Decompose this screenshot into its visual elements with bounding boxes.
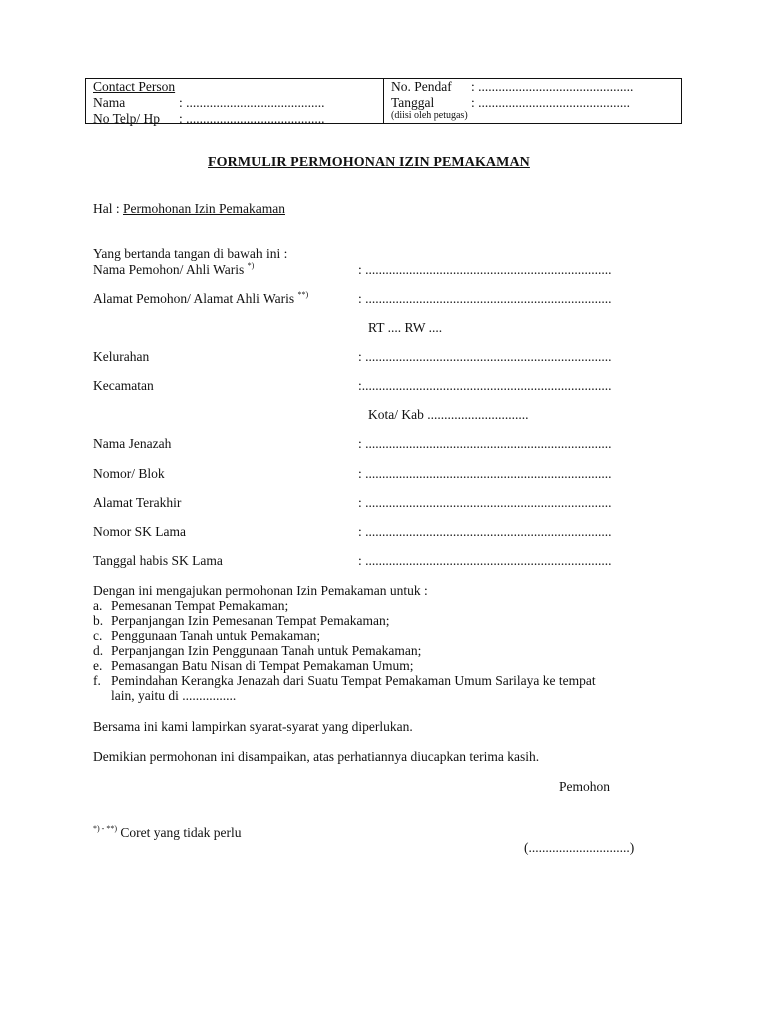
- nama-jenazah-field[interactable]: : .........................................................................: [358, 436, 612, 451]
- closing-text: Demikian permohonan ini disampaikan, atas perhatiannya diucapkan terima kasih.: [93, 749, 540, 764]
- option-text-f-cont: lain, yaitu di ................: [111, 688, 237, 703]
- kecamatan-label: Kecamatan: [93, 378, 154, 393]
- footnote-mark-single: *): [247, 261, 255, 270]
- pendaf-value: : ..............................................: [471, 79, 634, 94]
- lampiran-text: Bersama ini kami lampirkan syarat-syarat yang diperlukan.: [93, 719, 413, 734]
- nomor-sk-lama-label: Nomor SK Lama: [93, 524, 186, 539]
- option-text-a: Pemesanan Tempat Pemakaman;: [111, 598, 289, 613]
- nomor-blok-label: Nomor/ Blok: [93, 466, 165, 481]
- nomor-sk-lama-field[interactable]: : .........................................................................: [358, 524, 612, 539]
- footnote-text: Coret yang tidak perlu: [117, 825, 242, 840]
- kecamatan-field[interactable]: :..........................................................................: [358, 378, 612, 393]
- signature-line[interactable]: (..............................): [524, 840, 635, 855]
- tanggal-label: Tanggal: [391, 95, 435, 110]
- tanggal-habis-sk-label: Tanggal habis SK Lama: [93, 553, 223, 568]
- request-intro: Dengan ini mengajukan permohonan Izin Pemakaman untuk :: [93, 583, 428, 598]
- footnote-mark-double: **): [297, 290, 309, 299]
- nama-label: Nama: [93, 95, 126, 110]
- nama-jenazah-label: Nama Jenazah: [93, 436, 172, 451]
- option-letter-e: e.: [93, 658, 103, 673]
- kelurahan-field[interactable]: : .........................................................................: [358, 349, 612, 364]
- nama-value: : .........................................: [179, 95, 325, 110]
- tanggal-habis-sk-field[interactable]: : .........................................................................: [358, 553, 612, 568]
- option-letter-a: a.: [93, 598, 103, 613]
- hal-line: [93, 201, 285, 217]
- nama-pemohon-field[interactable]: : .........................................................................: [358, 262, 612, 277]
- telp-label: No Telp/ Hp: [93, 111, 161, 126]
- nomor-blok-field[interactable]: : .........................................................................: [358, 466, 612, 481]
- option-letter-c: c.: [93, 628, 103, 643]
- option-text-f: Pemindahan Kerangka Jenazah dari Suatu Tempat Pemakaman Umum Sarilaya ke tempat: [111, 673, 596, 688]
- nama-pemohon-label: Nama Pemohon/ Ahli Waris *): [93, 261, 255, 277]
- pendaf-label: No. Pendaf: [391, 79, 452, 94]
- header-divider: [383, 79, 384, 123]
- option-text-d: Perpanjangan Izin Penggunaan Tanah untuk Pemakaman;: [111, 643, 422, 658]
- rt-rw-field[interactable]: RT .... RW ....: [368, 320, 443, 335]
- telp-value: : .........................................: [179, 111, 325, 126]
- alamat-pemohon-label: Alamat Pemohon/ Alamat Ahli Waris **): [93, 290, 309, 306]
- kota-kab-field[interactable]: Kota/ Kab ..............................: [368, 407, 529, 422]
- alamat-terakhir-label: Alamat Terakhir: [93, 495, 182, 510]
- intro-text: Yang bertanda tangan di bawah ini :: [93, 246, 288, 261]
- option-text-e: Pemasangan Batu Nisan di Tempat Pemakaman Umum;: [111, 658, 414, 673]
- option-letter-b: b.: [93, 613, 104, 628]
- kelurahan-label: Kelurahan: [93, 349, 150, 364]
- alamat-terakhir-field[interactable]: : .........................................................................: [358, 495, 612, 510]
- hal-subject: Permohonan Izin Pemakaman: [123, 201, 285, 216]
- option-text-c: Penggunaan Tanah untuk Pemakaman;: [111, 628, 321, 643]
- alamat-pemohon-field[interactable]: : .........................................................................: [358, 291, 612, 306]
- hal-prefix: Hal :: [93, 201, 123, 216]
- footnote-marks: *) - **): [93, 824, 117, 833]
- pemohon-label: Pemohon: [559, 779, 611, 794]
- option-letter-f: f.: [93, 673, 101, 688]
- option-letter-d: d.: [93, 643, 104, 658]
- footnote: [93, 825, 241, 841]
- option-text-b: Perpanjangan Izin Pemesanan Tempat Pemakaman;: [111, 613, 390, 628]
- contact-person-label: Contact Person: [93, 79, 176, 94]
- form-title: FORMULIR PERMOHONAN IZIN PEMAKAMAN: [208, 155, 530, 170]
- tanggal-value: : .............................................: [471, 95, 631, 110]
- petugas-note: (diisi oleh petugas): [391, 110, 468, 121]
